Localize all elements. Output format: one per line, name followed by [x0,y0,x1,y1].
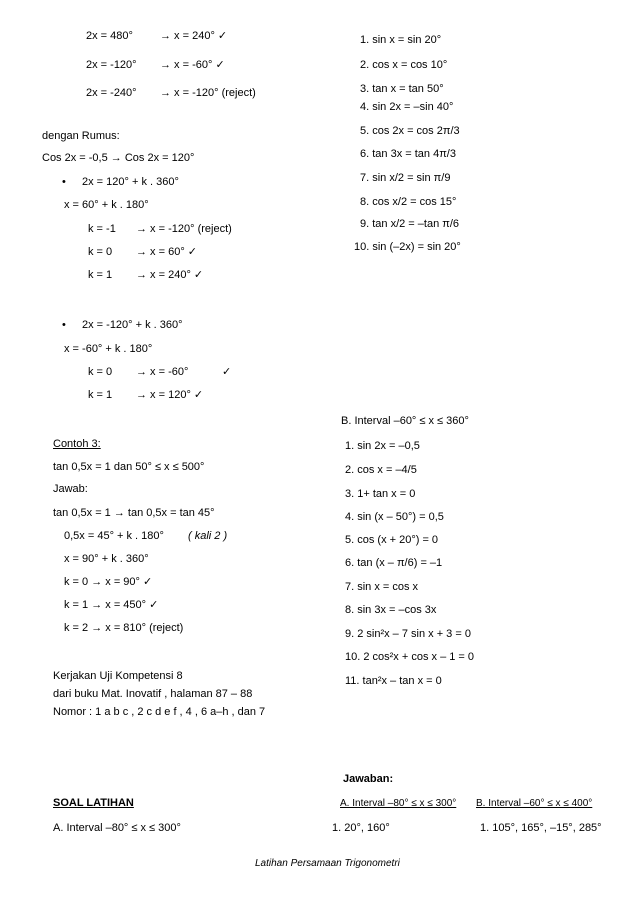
interval-b-item-4: 4. sin (x – 50°) = 0,5 [345,511,444,523]
contoh-3-row-3: k = 2 → x = 810° (reject) [64,622,184,634]
right-list-item-6: 6. tan 3x = tan 4π/3 [360,148,456,160]
jawaban-col-b-title: B. Interval –60° ≤ x ≤ 400° [476,798,593,809]
case2-res-1: → x = -60° [136,366,189,378]
interval-b-item-7: 7. sin x = cos x [345,581,419,593]
kerjakan-line-3: Nomor : 1 a b c , 2 c d e f , 4 , 6 a–h , dan 7 [53,706,266,718]
jawaban-col-a-first: 1. 20°, 160° [332,822,390,834]
jawaban-title: Jawaban: [343,773,394,785]
kerjakan-line-1: Kerjakan Uji Kompetensi 8 [53,670,183,682]
case1-k-3: k = 1 [88,269,113,281]
interval-b-item-2: 2. cos x = –4/5 [345,464,417,476]
top-left-eq-2: 2x = -120° [86,59,137,71]
right-list-item-2: 2. cos x = cos 10° [360,59,448,71]
interval-b-item-10: 10. 2 cos²x + cos x – 1 = 0 [345,651,475,663]
contoh-3-title: Contoh 3: [53,438,101,450]
contoh-3-step-1: tan 0,5x = 1 → tan 0,5x = tan 45° [53,507,215,519]
right-list-item-7: 7. sin x/2 = sin π/9 [360,172,451,184]
rumus-heading: dengan Rumus: [42,130,120,142]
rumus-cos-line: Cos 2x = -0,5 → Cos 2x = 120° [42,152,195,164]
interval-b-item-1: 1. sin 2x = –0,5 [345,440,420,452]
case2-check-1: ✓ [222,366,232,378]
interval-b-item-9: 9. 2 sin²x – 7 sin x + 3 = 0 [345,628,471,640]
right-list-item-8: 8. cos x/2 = cos 15° [360,196,457,208]
contoh-3-step-2: 0,5x = 45° + k . 180° [64,530,164,542]
jawaban-col-a-title: A. Interval –80° ≤ x ≤ 300° [340,798,457,809]
jawaban-col-b-first: 1. 105°, 165°, –15°, 285° [480,822,602,834]
interval-b-item-11: 11. tan²x – tan x = 0 [345,675,442,687]
case1-bullet: • [62,176,66,188]
interval-b-item-8: 8. sin 3x = –cos 3x [345,604,437,616]
top-left-res-2: → x = -60° ✓ [160,59,225,71]
case2-bullet: • [62,319,66,331]
right-list-item-10: 10. sin (–2x) = sin 20° [354,241,461,253]
interval-b-item-6: 6. tan (x – π/6) = –1 [345,557,443,569]
top-left-res-3: → x = -120° (reject) [160,87,256,99]
page-footer: Latihan Persamaan Trigonometri [255,858,400,869]
case1-res-1: → x = -120° (reject) [136,223,232,235]
case2-x-line: x = -60° + k . 180° [64,343,153,355]
case2-eq: 2x = -120° + k . 360° [82,319,183,331]
right-list-item-3: 3. tan x = tan 50° [360,83,444,95]
contoh-3-step-3: x = 90° + k . 360° [64,553,149,565]
case2-k-1: k = 0 [88,366,113,378]
soal-latihan-title: SOAL LATIHAN [53,797,134,809]
case1-res-2: → x = 60° ✓ [136,246,197,258]
right-list-item-1: 1. sin x = sin 20° [360,34,442,46]
contoh-3-step-2-note: ( kali 2 ) [188,530,228,542]
top-left-res-1: → x = 240° ✓ [160,30,228,42]
case1-k-2: k = 0 [88,246,113,258]
contoh-3-jawab: Jawab: [53,483,88,495]
case2-res-2: → x = 120° ✓ [136,389,204,401]
contoh-3-problem: tan 0,5x = 1 dan 50° ≤ x ≤ 500° [53,461,205,473]
interval-b-title: B. Interval –60° ≤ x ≤ 360° [341,415,469,427]
case1-res-3: → x = 240° ✓ [136,269,204,281]
right-list-item-9: 9. tan x/2 = –tan π/6 [360,218,460,230]
soal-latihan-interval-a: A. Interval –80° ≤ x ≤ 300° [53,822,181,834]
contoh-3-row-1: k = 0 → x = 90° ✓ [64,576,153,588]
right-list-item-5: 5. cos 2x = cos 2π/3 [360,125,460,137]
case1-x-line: x = 60° + k . 180° [64,199,149,211]
case1-k-1: k = -1 [88,223,116,235]
interval-b-item-5: 5. cos (x + 20°) = 0 [345,534,439,546]
contoh-3-row-2: k = 1 → x = 450° ✓ [64,599,159,611]
interval-b-item-3: 3. 1+ tan x = 0 [345,488,416,500]
right-list-item-4: 4. sin 2x = –sin 40° [360,101,454,113]
top-left-eq-1: 2x = 480° [86,30,133,42]
case1-eq: 2x = 120° + k . 360° [82,176,179,188]
case2-k-2: k = 1 [88,389,113,401]
kerjakan-line-2: dari buku Mat. Inovatif , halaman 87 – 88 [53,688,253,700]
top-left-eq-3: 2x = -240° [86,87,137,99]
